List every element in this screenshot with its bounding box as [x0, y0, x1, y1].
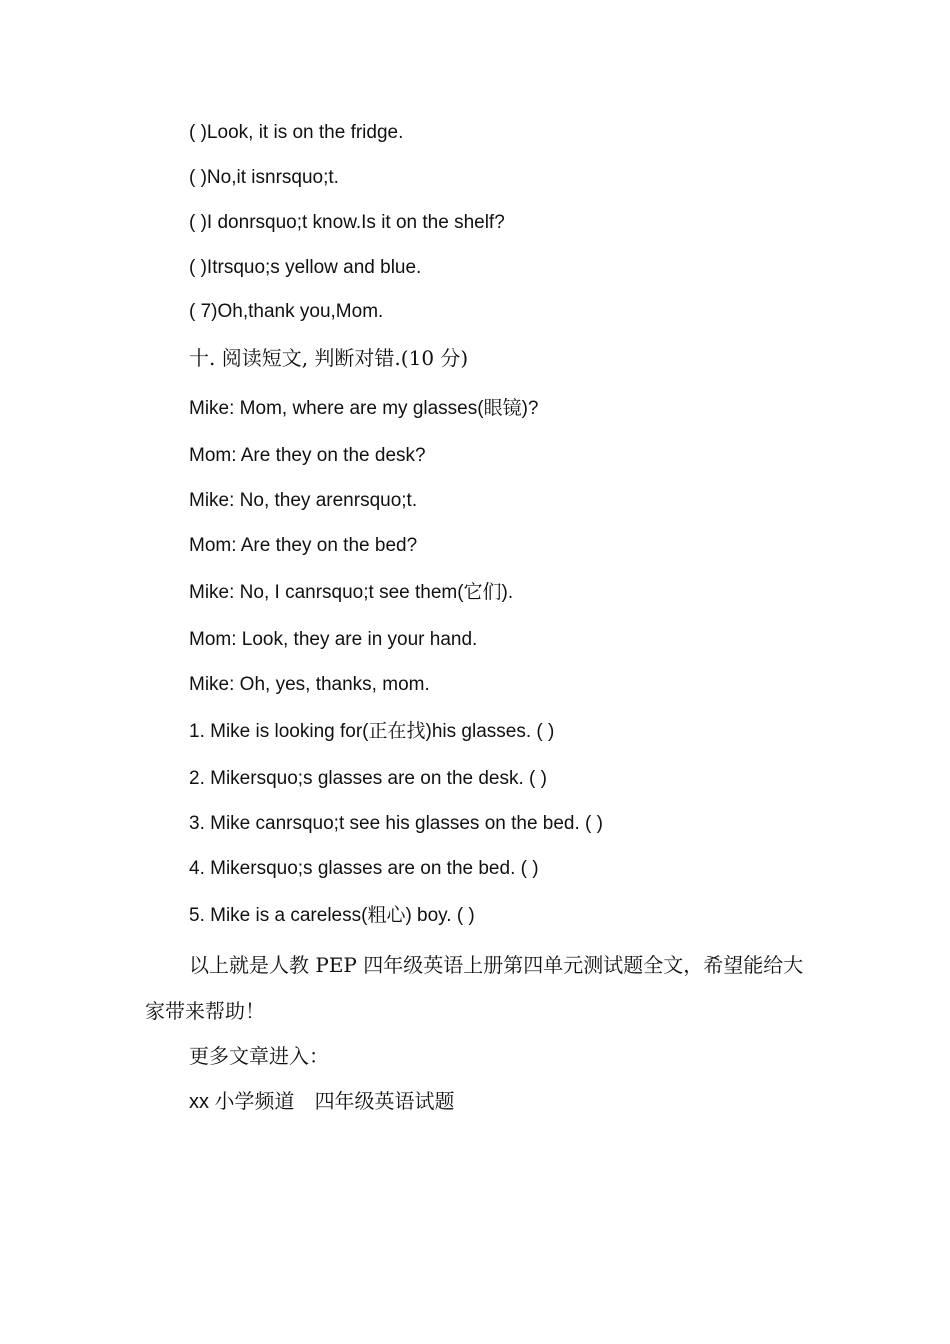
dialogue-line: Mike: No, they arenrsquo;t.: [189, 490, 418, 511]
ordering-line: ( )No,it isnrsquo;t.: [189, 167, 339, 188]
dialogue-line: Mom: Are they on the bed?: [189, 535, 418, 556]
question-item: 2. Mikersquo;s glasses are on the desk. ( ): [189, 768, 547, 789]
more-articles-label: 更多文章进入：: [189, 1044, 329, 1068]
ordering-line: ( )I donrsquo;t know.Is it on the shelf?: [189, 212, 505, 233]
related-links: [189, 1089, 455, 1114]
dialogue-line: Mom: Look, they are in your hand.: [189, 629, 478, 650]
ordering-line: ( 7)Oh,thank you,Mom.: [189, 301, 384, 322]
closing-paragraph: 以上就是人教 PEP 四年级英语上册第四单元测试题全文，希望能给大家带来帮助！: [145, 953, 804, 1023]
dialogue-line: Mom: Are they on the desk?: [189, 445, 426, 466]
question-item: 5. Mike is a careless(粗心) boy. ( ): [189, 905, 475, 926]
link-primary-school-channel[interactable]: xx 小学频道: [189, 1091, 295, 1113]
question-item: 4. Mikersquo;s glasses are on the bed. ( ): [189, 858, 539, 879]
question-item: 3. Mike canrsquo;t see his glasses on the bed. ( ): [189, 813, 603, 834]
ordering-line: ( )Look, it is on the fridge.: [189, 122, 404, 143]
question-item: 1. Mike is looking for(正在找)his glasses. ( ): [189, 721, 555, 742]
dialogue-line: Mike: Oh, yes, thanks, mom.: [189, 674, 430, 695]
ordering-line: ( )Itrsquo;s yellow and blue.: [189, 257, 422, 278]
section-heading: 十. 阅读短文, 判断对错.(10 分): [189, 346, 469, 370]
dialogue-line: Mike: No, I canrsquo;t see them(它们).: [189, 582, 514, 603]
dialogue-line: Mike: Mom, where are my glasses(眼镜)?: [189, 398, 539, 419]
link-grade4-english-tests[interactable]: 四年级英语试题: [314, 1089, 455, 1113]
